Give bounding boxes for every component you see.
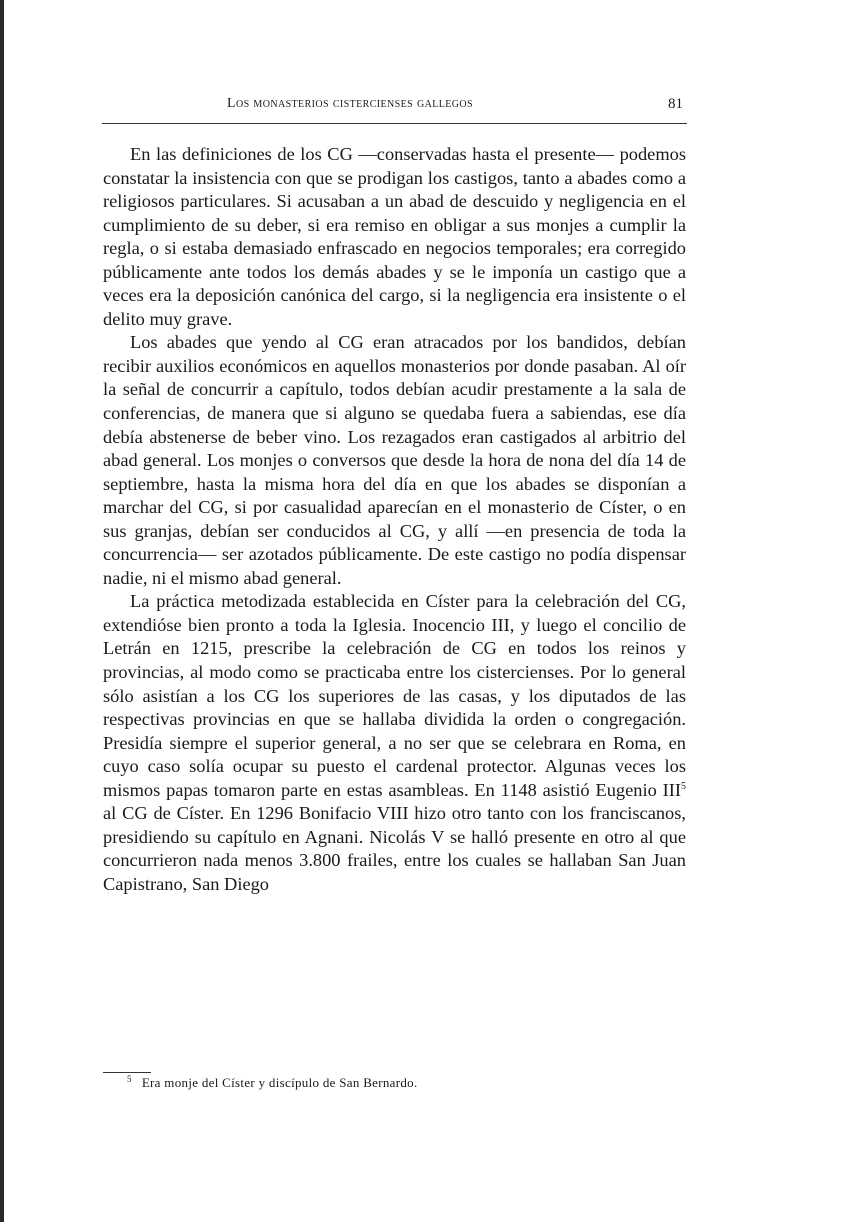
page-binding-edge bbox=[0, 0, 4, 1222]
main-text bbox=[103, 143, 686, 897]
running-title: Los monasterios cistercienses gallegos bbox=[227, 96, 473, 111]
footnote-rule bbox=[103, 1072, 151, 1073]
paragraph-3 bbox=[103, 590, 686, 896]
header-rule bbox=[102, 123, 687, 124]
page-header bbox=[102, 96, 687, 118]
paragraph-3-part-2: al CG de Císter. En 1296 Bonifacio VIII hizo otro tanto con los franciscanos, presidiendo su capítulo en Agnani. Nicolás V se halló presente en otro al que concurrieron nada menos 3.800 frailes, entre los cuales se hallaban San Juan Capistrano, San Diego bbox=[103, 803, 686, 894]
footnote-marker: 5 bbox=[127, 1074, 132, 1084]
paragraph-1: En las definiciones de los CG —conservadas hasta el presente— podemos constatar la insistencia con que se prodigan los castigos, tanto a abades como a religiosos particulares. Si acusaban a un abad de descuido y negligencia en el cumplimiento de su deber, si era remiso en obligar a sus monjes a cumplir la regla, o si estaba demasiado enfrascado en negocios temporales; era corregido públicamente ante todos los demás abades y se le imponía un castigo que a veces era la deposición canónica del cargo, si la negligencia era insistente o el delito muy grave. bbox=[103, 144, 686, 329]
footnote-reference[interactable]: 5 bbox=[681, 780, 686, 792]
footnote bbox=[127, 1074, 418, 1091]
paragraph-3-part-1: La práctica metodizada establecida en Císter para la celebración del CG, extendióse bien pronto a toda la Iglesia. Inocencio III, y luego el concilio de Letrán en 1215, prescribe la celebración de CG en todos los reinos y provincias, al modo como se practicaba entre los cistercienses. Por lo general sólo asistían a los CG los superiores de las casas, y los diputados de las respectivas provincias en que se hallaba dividida la orden o congregación. Presidía siempre el superior general, a no ser que se celebrara en Roma, en cuyo caso solía ocupar su puesto el cardenal protector. Algunas veces los mismos papas tomaron parte en estas asambleas. En 1148 asistió Eugenio III bbox=[103, 591, 686, 800]
page-number: 81 bbox=[668, 96, 683, 112]
footnote-text: Era monje del Císter y discípulo de San Bernardo. bbox=[141, 1075, 418, 1090]
paragraph-2: Los abades que yendo al CG eran atracados por los bandidos, debían recibir auxilios económicos en aquellos monasterios por donde pasaban. Al oír la señal de concurrir a capítulo, todos debían acudir prestamente a la sala de conferencias, de manera que si alguno se quedaba fuera a sabiendas, ese día debía abstenerse de beber vino. Los rezagados eran castigados al arbitrio del abad general. Los monjes o conversos que desde la hora de nona del día 14 de septiembre, hasta la misma hora del día en que los abades se disponían a marchar del CG, si por casualidad aparecían en el monasterio de Císter, o en sus granjas, debían ser conducidos al CG, y allí —en presencia de toda la concurrencia— ser azotados públicamente. De este castigo no podía dispensar nadie, ni el mismo abad general. bbox=[103, 332, 686, 588]
